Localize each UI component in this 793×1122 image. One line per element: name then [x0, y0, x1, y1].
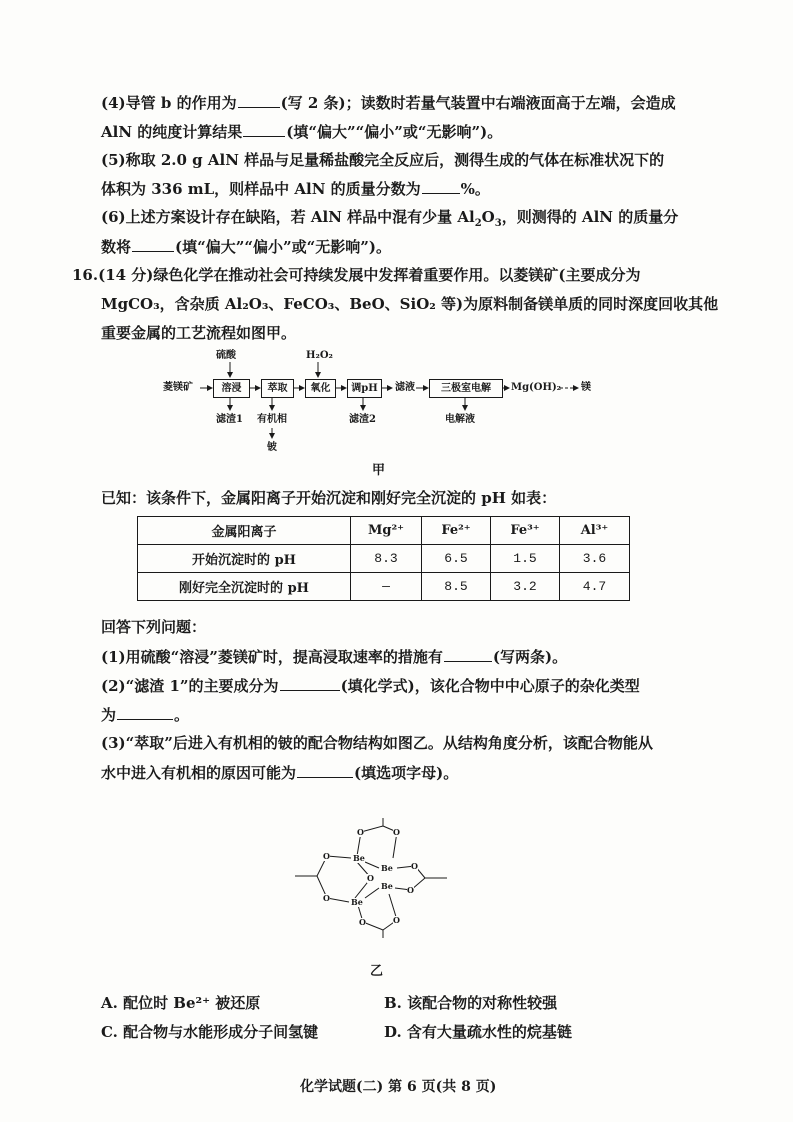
flow-label-h2o2: H₂O₂ — [306, 350, 333, 361]
q15-part5-line1: (5)称取 2.0 g AlN 样品与足量稀盐酸完全反应后，测得生成的气体在标准状况下的 — [101, 151, 665, 169]
atom-o: O — [357, 827, 364, 837]
flow-label-residue1: 滤渣1 — [216, 414, 243, 425]
beryllium-complex-structure — [287, 818, 457, 938]
atom-o: O — [323, 893, 330, 903]
answer-blank[interactable] — [422, 178, 460, 194]
option-c[interactable]: C. 配合物与水能形成分子间氢键 — [101, 1023, 319, 1041]
q16-intro-line1: 16.(14 分)绿色化学在推动社会可持续发展中发挥着重要作用。以菱镁矿(主要成分为 — [72, 266, 641, 284]
atom-o: O — [367, 873, 374, 883]
q16-intro-line3: 重要金属的工艺流程如图甲。 — [101, 324, 297, 342]
table-header-cell: 金属阳离子 — [138, 517, 351, 545]
table-cell: 4.7 — [560, 573, 630, 601]
answer-blank[interactable] — [132, 236, 174, 252]
table-cell: 刚好完全沉淀时的 pH — [138, 573, 351, 601]
process-flow-diagram — [160, 346, 600, 476]
flow-label-be: 铍 — [267, 442, 277, 453]
flow-step-leach: 溶浸 — [213, 379, 250, 398]
q15-part4-line1: (4)导管 b 的作用为 (写 2 条)；读数时若量气装置中右端液面高于左端，会造成 — [101, 94, 676, 112]
answer-blank[interactable] — [280, 675, 340, 691]
table-row — [138, 545, 630, 573]
flow-label-electrolyte: 电解液 — [445, 414, 475, 425]
table-cell: 开始沉淀时的 pH — [138, 545, 351, 573]
table-header-cell: Fe²⁺ — [422, 517, 491, 545]
q15-part5-line2: 体积为 336 mL，则样品中 AlN 的质量分数为 %。 — [101, 180, 490, 198]
q15-part6-line1: (6)上述方案设计存在缺陷，若 AlN 样品中混有少量 $Al_2O_3$，则测得的 AlN 的质量分 — [101, 208, 679, 229]
q15-part6-line2: 数将 (填“偏大”“偏小”或“无影响”)。 — [101, 238, 391, 256]
atom-o: O — [407, 885, 414, 895]
table-cell: 6.5 — [422, 545, 491, 573]
table-header-cell: Al³⁺ — [560, 517, 630, 545]
ph-table — [137, 516, 630, 601]
flow-label-raw: 菱镁矿 — [163, 382, 193, 393]
answer-blank[interactable] — [444, 646, 492, 662]
flow-caption: 甲 — [372, 463, 386, 478]
table-row — [138, 573, 630, 601]
answer-blank[interactable] — [117, 704, 173, 720]
q16-sub3-line1: (3)“萃取”后进入有机相的铍的配合物结构如图乙。从结构角度分析，该配合物能从 — [101, 734, 653, 752]
known-line: 已知：该条件下，金属阳离子开始沉淀和刚好完全沉淀的 pH 如表： — [101, 489, 557, 507]
flow-step-electrolysis: 三极室电解 — [429, 379, 503, 398]
flow-step-oxidize: 氧化 — [305, 379, 336, 398]
molecule-caption: 乙 — [370, 964, 384, 979]
flow-label-organic: 有机相 — [257, 414, 287, 425]
atom-be: Be — [381, 863, 393, 873]
page-footer: 化学试题(二) 第 6 页(共 8 页) — [300, 1079, 497, 1095]
flow-step-adjust-ph: 调pH — [347, 379, 382, 398]
atom-o: O — [393, 915, 400, 925]
flow-label-acid: 硫酸 — [216, 350, 236, 361]
answer-blank[interactable] — [238, 92, 280, 108]
table-cell: — — [351, 573, 422, 601]
option-d[interactable]: D. 含有大量疏水性的烷基链 — [384, 1023, 572, 1041]
flow-label-final: 镁 — [581, 382, 591, 393]
q16-sub2-line2: 为 。 — [101, 706, 190, 724]
atom-o: O — [323, 851, 330, 861]
answer-prompt: 回答下列问题： — [101, 618, 207, 636]
table-cell: 8.5 — [422, 573, 491, 601]
q15-part4-line2: AlN 的纯度计算结果 (填“偏大”“偏小”或“无影响”)。 — [101, 123, 503, 141]
q16-sub1: (1)用硫酸“溶浸”菱镁矿时，提高浸取速率的措施有 (写两条)。 — [101, 648, 568, 666]
flow-label-residue2: 滤渣2 — [349, 414, 376, 425]
flow-arrows — [160, 346, 600, 476]
table-cell: 1.5 — [491, 545, 560, 573]
option-b[interactable]: B. 该配合物的对称性较强 — [384, 994, 558, 1012]
option-a[interactable]: A. 配位时 Be²⁺ 被还原 — [101, 994, 261, 1012]
answer-blank[interactable] — [243, 121, 285, 137]
table-cell: 8.3 — [351, 545, 422, 573]
atom-be: Be — [351, 897, 363, 907]
q16-intro-line2: MgCO₃，含杂质 Al₂O₃、FeCO₃、BeO、SiO₂ 等)为原料制备镁单质的同时深度回收其他 — [101, 295, 719, 313]
table-header-cell: Mg²⁺ — [351, 517, 422, 545]
flow-label-filtrate: 滤液 — [395, 382, 415, 393]
table-header-row — [138, 517, 630, 545]
table-cell: 3.2 — [491, 573, 560, 601]
atom-o: O — [411, 861, 418, 871]
flow-label-product: Mg(OH)₂ — [511, 382, 562, 393]
atom-be: Be — [381, 881, 393, 891]
q16-sub2-line1: (2)“滤渣 1”的主要成分为 (填化学式)，该化合物中中心原子的杂化类型 — [101, 677, 640, 695]
flow-step-extract: 萃取 — [261, 379, 294, 398]
q16-sub3-line2: 水中进入有机相的原因可能为 (填选项字母)。 — [101, 764, 459, 782]
answer-blank[interactable] — [297, 762, 353, 778]
table-cell: 3.6 — [560, 545, 630, 573]
atom-o: O — [393, 827, 400, 837]
atom-be: Be — [353, 853, 365, 863]
atom-o: O — [359, 917, 366, 927]
table-header-cell: Fe³⁺ — [491, 517, 560, 545]
